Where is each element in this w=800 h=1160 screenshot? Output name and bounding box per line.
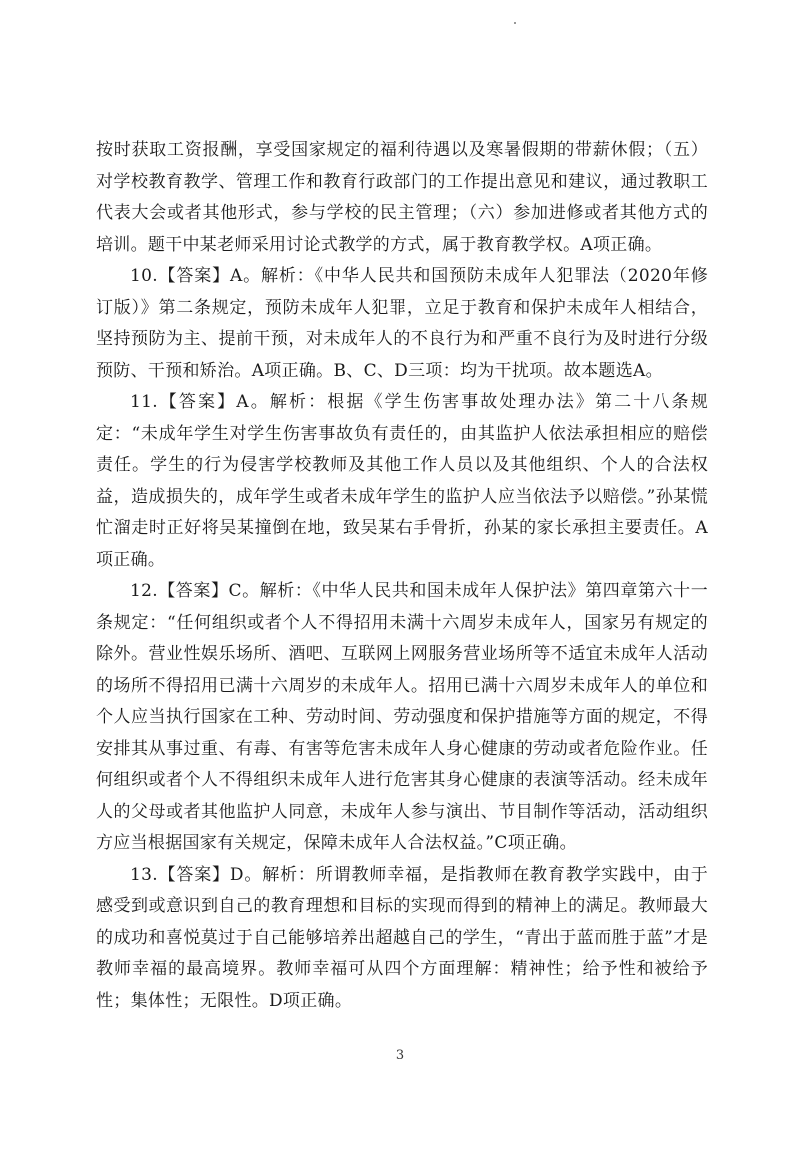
document-body — [96, 135, 708, 1017]
page-number: 3 — [395, 1048, 405, 1063]
paragraph-answer-12: 12.【答案】C。解析：《中华人民共和国未成年人保护法》第四章第六十一条规定：“任何组织或者个人不得招用未满十六周岁未成年人，国家另有规定的除外。营业性娱乐场所、酒吧、互联网上网服务营业场所等不适宜未成年人活动的场所不得招用已满十六周岁的未成年人。招用已满十六周岁未成年人的单位和个人应当执行国家在工种、劳动时间、劳动强度和保护措施等方面的规定，不得安排其从事过重、有毒、有害等危害未成年人身心健康的劳动或者危险作业。任何组织或者个人不得组织未成年人进行危害其身心健康的表演等活动。经未成年人的父母或者其他监护人同意，未成年人参与演出、节目制作等活动，活动组织方应当根据国家有关规定，保障未成年人合法权益。”C项正确。 — [96, 581, 708, 853]
paragraph-continuation: 按时获取工资报酬，享受国家规定的福利待遇以及寒暑假期的带薪休假；（五）对学校教育教学、管理工作和教育行政部门的工作提出意见和建议，通过教职工代表大会或者其他形式，参与学校的民主管理；（六）参加进修或者其他方式的培训。题干中某老师采用讨论式教学的方式，属于教育教学权。A项正确。 — [96, 140, 708, 255]
scan-mark — [514, 22, 516, 24]
paragraph-answer-10: 10.【答案】A。解析：《中华人民共和国预防未成年人犯罪法（2020年修订版）》第二条规定，预防未成年人犯罪，立足于教育和保护未成年人相结合，坚持预防为主、提前干预，对未成年人的不良行为和严重不良行为及时进行分级预防、干预和矫治。A项正确。B、C、D三项：均为干扰项。故本题选A。 — [96, 266, 708, 381]
paragraph-answer-11: 11.【答案】A。解析：根据《学生伤害事故处理办法》第二十八条规定：“未成年学生对学生伤害事故负有责任的，由其监护人依法承担相应的赔偿责任。学生的行为侵害学校教师及其他工作人员以及其他组织、个人的合法权益，造成损失的，成年学生或者未成年学生的监护人应当依法予以赔偿。”孙某慌忙溜走时正好将吴某撞倒在地，致吴某右手骨折，孙某的家长承担主要责任。A项正确。 — [96, 392, 708, 570]
paragraph-answer-13: 13.【答案】D。解析：所谓教师幸福，是指教师在教育教学实践中，由于感受到或意识到自己的教育理想和目标的实现而得到的精神上的满足。教师最大的成功和喜悦莫过于自己能够培养出超越自己的学生，“青出于蓝而胜于蓝”才是教师幸福的最高境界。教师幸福可从四个方面理解：精神性；给予性和被给予性；集体性；无限性。D项正确。 — [96, 864, 708, 1011]
